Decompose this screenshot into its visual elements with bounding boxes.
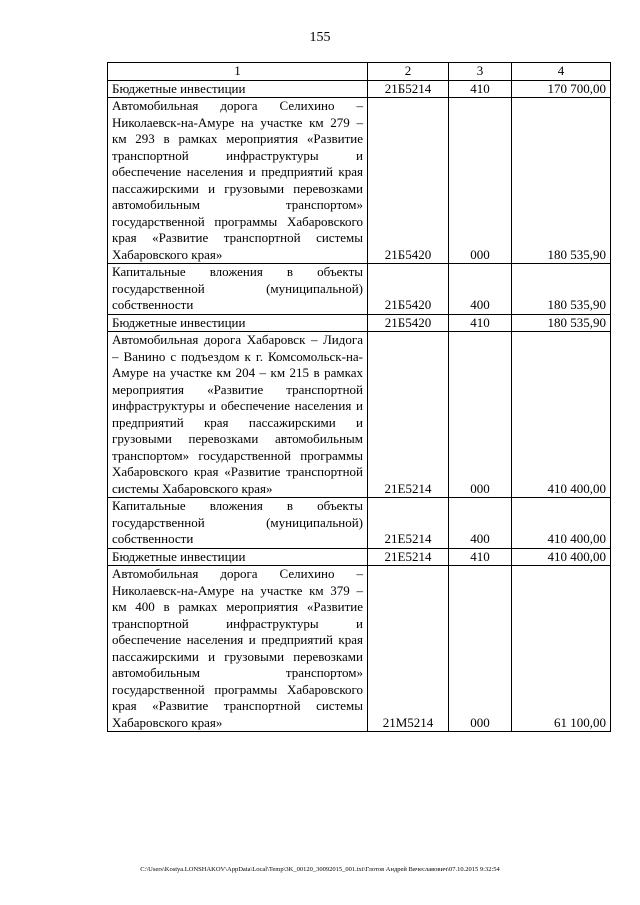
type-cell: 000 bbox=[449, 566, 512, 732]
sum-cell: 180 535,90 bbox=[512, 98, 611, 264]
sum-cell: 410 400,00 bbox=[512, 548, 611, 566]
code-cell: 21Е5214 bbox=[368, 332, 449, 498]
type-cell: 410 bbox=[449, 548, 512, 566]
code-cell: 21Б5420 bbox=[368, 98, 449, 264]
item-name-cell: Автомобильная дорога Селихино – Николаевск-на-Амуре на участке км 279 – км 293 в рамках мероприятия «Развитие транспортной инфраструктуры и обеспечение населения и предприятий края пассажирскими и грузовыми перевозками автомобильным транспортом» государственной программы Хабаровского края «Развитие транспортной системы Хабаровского края» bbox=[108, 98, 368, 264]
type-cell: 000 bbox=[449, 332, 512, 498]
type-cell: 410 bbox=[449, 80, 512, 98]
type-cell: 400 bbox=[449, 264, 512, 315]
column-header: 4 bbox=[512, 63, 611, 81]
item-name-cell: Бюджетные инвестиции bbox=[108, 548, 368, 566]
column-header: 1 bbox=[108, 63, 368, 81]
item-name-cell: Автомобильная дорога Селихино – Николаевск-на-Амуре на участке км 379 – км 400 в рамках мероприятия «Развитие транспортной инфраструктуры и обеспечение населения и предприятий края пассажирскими и грузовыми перевозками автомобильным транспортом» государственной программы Хабаровского края «Развитие транспортной системы Хабаровского края» bbox=[108, 566, 368, 732]
sum-cell: 180 535,90 bbox=[512, 264, 611, 315]
table-row bbox=[108, 498, 611, 549]
table-row bbox=[108, 566, 611, 732]
type-cell: 000 bbox=[449, 98, 512, 264]
item-name-cell: Капитальные вложения в объекты государственной (муниципальной) собственности bbox=[108, 498, 368, 549]
sum-cell: 410 400,00 bbox=[512, 498, 611, 549]
code-cell: 21Е5214 bbox=[368, 498, 449, 549]
type-cell: 400 bbox=[449, 498, 512, 549]
code-cell: 21Б5214 bbox=[368, 80, 449, 98]
code-cell: 21Е5214 bbox=[368, 548, 449, 566]
sum-cell: 410 400,00 bbox=[512, 332, 611, 498]
item-name-cell: Бюджетные инвестиции bbox=[108, 314, 368, 332]
table-header-row bbox=[108, 63, 611, 81]
table-row bbox=[108, 98, 611, 264]
code-cell: 21М5214 bbox=[368, 566, 449, 732]
column-header: 2 bbox=[368, 63, 449, 81]
sum-cell: 61 100,00 bbox=[512, 566, 611, 732]
file-path-footer: C:\Users\Kostya.LONSHAKOV\AppData\Local\Temp\3K_00120_30092015_001.txt\Глотов Андрей Вячеславович\07.10.2015 9:32:54 bbox=[140, 866, 500, 873]
table-row bbox=[108, 264, 611, 315]
item-name-cell: Автомобильная дорога Хабаровск – Лидога – Ванино с подъездом к г. Комсомольск-на-Амуре на участке км 204 – км 215 в рамках мероприятия «Развитие транспортной инфраструктуры и обеспечение населения и предприятий края пассажирскими и грузовыми перевозками автомобильным транспортом» государственной программы Хабаровского края «Развитие транспортной системы Хабаровского края» bbox=[108, 332, 368, 498]
item-name-cell: Капитальные вложения в объекты государственной (муниципальной) собственности bbox=[108, 264, 368, 315]
sum-cell: 180 535,90 bbox=[512, 314, 611, 332]
item-name-cell: Бюджетные инвестиции bbox=[108, 80, 368, 98]
table-row bbox=[108, 80, 611, 98]
sum-cell: 170 700,00 bbox=[512, 80, 611, 98]
table-row bbox=[108, 314, 611, 332]
page-number: 155 bbox=[309, 30, 331, 45]
budget-table bbox=[107, 62, 611, 732]
column-header: 3 bbox=[449, 63, 512, 81]
table-row bbox=[108, 548, 611, 566]
type-cell: 410 bbox=[449, 314, 512, 332]
code-cell: 21Б5420 bbox=[368, 264, 449, 315]
table-row bbox=[108, 332, 611, 498]
code-cell: 21Б5420 bbox=[368, 314, 449, 332]
